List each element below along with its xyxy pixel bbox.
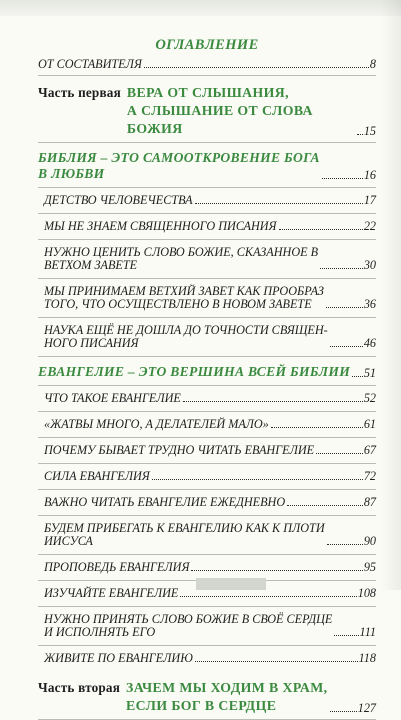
toc-entry-title: ПОЧЕМУ БЫВАЕТ ТРУДНО ЧИТАТЬ ЕВАНГЕЛИЕ — [44, 443, 315, 457]
toc-section-heading — [38, 357, 376, 386]
toc-entry — [38, 240, 376, 279]
toc-page-number: 90 — [363, 534, 376, 548]
toc-entry-title: ИЗУЧАЙТЕ ЕВАНГЕЛИЕ — [44, 586, 179, 600]
toc-leader-dots — [287, 504, 363, 506]
toc-entry — [38, 54, 376, 76]
toc-leader-dots — [195, 660, 358, 662]
toc-page-number: 111 — [359, 625, 376, 639]
toc-entry — [38, 318, 376, 357]
toc-leader-dots — [180, 595, 356, 597]
toc-entry — [38, 279, 376, 318]
toc-entry — [38, 386, 376, 412]
toc-entry — [38, 607, 376, 646]
toc-leader-dots — [326, 306, 363, 308]
toc-leader-dots — [183, 400, 363, 402]
toc-part-label: Часть первая — [38, 85, 121, 100]
toc-page-number: 108 — [357, 586, 376, 600]
toc-title: ОГЛАВЛЕНИЕ — [155, 37, 259, 53]
toc-entry-title: НУЖНО ЦЕНИТЬ СЛОВО БОЖИЕ, СКАЗАННОЕ В ВЕТХОМ ЗАВЕТЕ — [44, 245, 319, 272]
toc-entry-title: ЗАЧЕМ МЫ ХОДИМ В ХРАМ, ЕСЛИ БОГ В СЕРДЦЕ — [126, 680, 328, 713]
toc-entry-title: СИЛА ЕВАНГЕЛИЯ — [44, 469, 150, 483]
toc-entry-title: ДЕТСТВО ЧЕЛОВЕЧЕСТВА — [44, 193, 193, 207]
toc-entry-title: МЫ НЕ ЗНАЕМ СВЯЩЕННОГО ПИСАНИЯ — [44, 219, 277, 233]
page-top-strip — [0, 0, 401, 16]
page-edge-shadow — [381, 0, 401, 590]
toc-page-number: 30 — [363, 258, 376, 272]
toc-entry-title: ВАЖНО ЧИТАТЬ ЕВАНГЕЛИЕ ЕЖЕДНЕВНО — [44, 495, 286, 509]
toc-page-number: 17 — [363, 193, 376, 207]
toc-page-number: 16 — [363, 168, 376, 182]
toc-leader-dots — [195, 202, 363, 204]
toc-entry-title: ПРОПОВЕДЬ ЕВАНГЕЛИЯ — [44, 560, 190, 574]
toc-page-number: 118 — [358, 651, 376, 665]
toc-page-number: 61 — [363, 417, 376, 431]
toc-entry — [38, 464, 376, 490]
toc-leader-dots — [334, 634, 358, 636]
toc-page-number: 52 — [363, 391, 376, 405]
toc-entry-title: ОТ СОСТАВИТЕЛЯ — [38, 57, 142, 71]
toc-leader-dots — [330, 345, 363, 347]
toc-entry — [38, 490, 376, 516]
toc-page-number: 95 — [363, 560, 376, 574]
toc-page-number: 67 — [363, 443, 376, 457]
toc-leader-dots — [279, 228, 363, 230]
toc-leader-dots — [330, 710, 357, 712]
toc-entry-title: НУЖНО ПРИНЯТЬ СЛОВО БОЖИЕ В СВОЁ СЕРДЦЕ И ИСПОЛНЯТЬ ЕГО — [44, 612, 333, 639]
toc-entry-title: ВЕРА ОТ СЛЫШАНИЯ, А СЛЫШАНИЕ ОТ СЛОВА БОЖИЯ — [126, 85, 313, 136]
toc-entry-title: БИБЛИЯ – ЭТО САМООТКРОВЕНИЕ БОГА В ЛЮБВИ — [38, 150, 320, 181]
toc-entry-title: ЧТО ТАКОЕ ЕВАНГЕЛИЕ — [44, 391, 181, 405]
toc-page-number: 22 — [363, 219, 376, 233]
toc-leader-dots — [316, 452, 363, 454]
toc-leader-dots — [191, 569, 362, 571]
toc-entry — [38, 214, 376, 240]
toc-leader-dots — [320, 267, 363, 269]
toc-leader-dots — [144, 66, 369, 68]
toc-leader-dots — [327, 543, 363, 545]
toc-section-heading — [38, 143, 376, 188]
toc-page-number: 127 — [357, 701, 376, 715]
toc-entry — [38, 646, 376, 671]
toc-part-heading — [38, 671, 376, 720]
toc-leader-dots — [271, 426, 363, 428]
toc-entry — [38, 188, 376, 214]
toc-entry — [38, 412, 376, 438]
toc-part-heading — [38, 76, 376, 143]
toc-list — [38, 54, 376, 720]
toc-page-number: 87 — [363, 495, 376, 509]
toc-entry-title: БУДЕМ ПРИБЕГАТЬ К ЕВАНГЕЛИЮ КАК К ПЛОТИ ИИСУСА — [44, 521, 325, 548]
table-of-contents — [38, 36, 376, 720]
next-page-edge — [196, 578, 266, 590]
toc-entry-title: МЫ ПРИНИМАЕМ ВЕТХИЙ ЗАВЕТ КАК ПРООБРАЗ ТОГО, ЧТО ОСУЩЕСТВЛЕНО В НОВОМ ЗАВЕТЕ — [44, 284, 324, 311]
toc-entry-title: НАУКА ЕЩЁ НЕ ДОШЛА ДО ТОЧНОСТИ СВЯЩЕН- НОГО ПИСАНИЯ — [44, 323, 328, 350]
toc-leader-dots — [322, 177, 363, 179]
toc-entry-title: ЖИВИТЕ ПО ЕВАНГЕЛИЮ — [44, 651, 193, 665]
toc-page-number: 51 — [363, 366, 376, 380]
toc-page-number: 8 — [369, 57, 376, 71]
toc-part-label: Часть вторая — [38, 680, 121, 695]
toc-leader-dots — [152, 478, 363, 480]
toc-page-number: 15 — [363, 124, 376, 138]
toc-page-number: 36 — [363, 297, 376, 311]
toc-leader-dots — [352, 375, 363, 377]
toc-entry-title: ЕВАНГЕЛИЕ – ЭТО ВЕРШИНА ВСЕЙ БИБЛИИ — [38, 364, 351, 379]
toc-leader-dots — [357, 133, 363, 135]
toc-entry — [38, 438, 376, 464]
toc-page-number: 72 — [363, 469, 376, 483]
toc-entry-title: «ЖАТВЫ МНОГО, А ДЕЛАТЕЛЕЙ МАЛО» — [44, 417, 269, 431]
toc-entry — [38, 516, 376, 555]
toc-page-number: 46 — [363, 336, 376, 350]
